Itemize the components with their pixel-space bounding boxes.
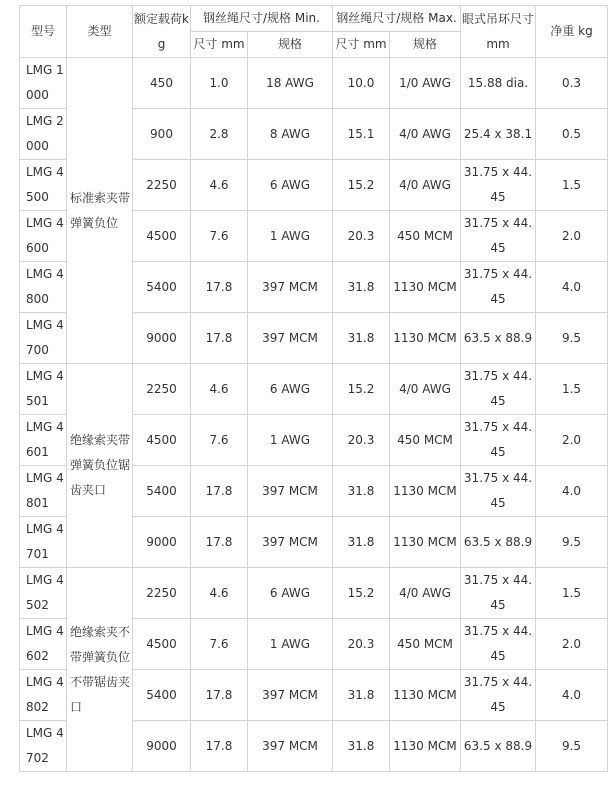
cell-max-size: 15.2	[333, 364, 390, 415]
cell-load: 5400	[133, 262, 191, 313]
cell-model: LMG 4600	[20, 211, 67, 262]
cell-load: 9000	[133, 721, 191, 772]
cell-min-spec: 397 MCM	[248, 466, 333, 517]
cell-weight: 1.5	[536, 364, 608, 415]
cell-min-size: 4.6	[191, 160, 248, 211]
cell-load: 9000	[133, 313, 191, 364]
cell-max-spec: 450 MCM	[390, 619, 461, 670]
cell-max-spec: 1/0 AWG	[390, 58, 461, 109]
cell-model: LMG 4701	[20, 517, 67, 568]
header-min-spec: 规格	[248, 32, 333, 58]
header-load: 额定载荷kg	[133, 6, 191, 58]
cell-min-spec: 6 AWG	[248, 160, 333, 211]
header-max-size: 尺寸 mm	[333, 32, 390, 58]
header-min-size: 尺寸 mm	[191, 32, 248, 58]
cell-weight: 4.0	[536, 466, 608, 517]
cell-model: LMG 4502	[20, 568, 67, 619]
cell-load: 4500	[133, 415, 191, 466]
cell-min-size: 17.8	[191, 721, 248, 772]
cell-max-spec: 4/0 AWG	[390, 364, 461, 415]
cell-max-size: 31.8	[333, 670, 390, 721]
cell-max-size: 20.3	[333, 415, 390, 466]
cell-min-spec: 6 AWG	[248, 364, 333, 415]
cell-max-spec: 1130 MCM	[390, 721, 461, 772]
cell-type: 绝缘索夹不带弹簧负位不带锯齿夹口	[67, 568, 133, 772]
cell-type: 标准索夹带弹簧负位	[67, 58, 133, 364]
cell-max-size: 20.3	[333, 211, 390, 262]
cell-weight: 2.0	[536, 211, 608, 262]
table-header	[20, 6, 608, 58]
cell-model: LMG 1000	[20, 58, 67, 109]
cell-weight: 0.5	[536, 109, 608, 160]
cell-max-size: 31.8	[333, 466, 390, 517]
cell-min-spec: 8 AWG	[248, 109, 333, 160]
cell-model: LMG 4602	[20, 619, 67, 670]
header-max-group: 钢丝绳尺寸/规格 Max.	[333, 6, 461, 32]
cell-max-size: 31.8	[333, 721, 390, 772]
cell-load: 5400	[133, 670, 191, 721]
cell-max-size: 15.1	[333, 109, 390, 160]
cell-eye: 25.4 x 38.1	[461, 109, 536, 160]
cell-min-size: 7.6	[191, 211, 248, 262]
cell-model: LMG 2000	[20, 109, 67, 160]
cell-min-size: 2.8	[191, 109, 248, 160]
header-min-group: 钢丝绳尺寸/规格 Min.	[191, 6, 333, 32]
cell-max-spec: 1130 MCM	[390, 670, 461, 721]
header-weight: 净重 kg	[536, 6, 608, 58]
cell-max-size: 31.8	[333, 313, 390, 364]
cell-max-size: 20.3	[333, 619, 390, 670]
cell-min-spec: 397 MCM	[248, 670, 333, 721]
cell-eye: 31.75 x 44.45	[461, 568, 536, 619]
cell-min-size: 17.8	[191, 313, 248, 364]
cell-model: LMG 4800	[20, 262, 67, 313]
cell-min-size: 17.8	[191, 262, 248, 313]
cell-max-spec: 1130 MCM	[390, 466, 461, 517]
cell-max-size: 31.8	[333, 262, 390, 313]
cell-max-size: 10.0	[333, 58, 390, 109]
cell-weight: 9.5	[536, 517, 608, 568]
cell-eye: 31.75 x 44.45	[461, 415, 536, 466]
cell-min-size: 17.8	[191, 670, 248, 721]
cell-weight: 9.5	[536, 313, 608, 364]
table-body	[20, 58, 608, 772]
cell-weight: 2.0	[536, 619, 608, 670]
cell-eye: 31.75 x 44.45	[461, 262, 536, 313]
cell-eye: 31.75 x 44.45	[461, 619, 536, 670]
cell-max-spec: 1130 MCM	[390, 517, 461, 568]
cell-max-spec: 4/0 AWG	[390, 160, 461, 211]
cell-min-spec: 1 AWG	[248, 211, 333, 262]
cell-min-size: 7.6	[191, 415, 248, 466]
cell-load: 4500	[133, 619, 191, 670]
cell-min-size: 7.6	[191, 619, 248, 670]
cell-min-spec: 397 MCM	[248, 721, 333, 772]
table-row	[20, 58, 608, 109]
cell-load: 900	[133, 109, 191, 160]
cell-eye: 31.75 x 44.45	[461, 364, 536, 415]
cell-max-spec: 1130 MCM	[390, 262, 461, 313]
cell-model: LMG 4501	[20, 364, 67, 415]
cell-max-spec: 4/0 AWG	[390, 568, 461, 619]
cell-load: 5400	[133, 466, 191, 517]
cell-min-spec: 397 MCM	[248, 262, 333, 313]
cell-weight: 0.3	[536, 58, 608, 109]
table-row	[20, 568, 608, 619]
cell-model: LMG 4801	[20, 466, 67, 517]
cell-min-spec: 1 AWG	[248, 619, 333, 670]
cell-min-size: 4.6	[191, 568, 248, 619]
cell-model: LMG 4702	[20, 721, 67, 772]
cell-max-size: 31.8	[333, 517, 390, 568]
cell-min-spec: 397 MCM	[248, 313, 333, 364]
cell-eye: 63.5 x 88.9	[461, 313, 536, 364]
cell-weight: 4.0	[536, 670, 608, 721]
cell-min-spec: 18 AWG	[248, 58, 333, 109]
cell-max-size: 15.2	[333, 160, 390, 211]
cell-min-spec: 6 AWG	[248, 568, 333, 619]
cell-type: 绝缘索夹带弹簧负位锯齿夹口	[67, 364, 133, 568]
cell-load: 2250	[133, 568, 191, 619]
cell-min-spec: 397 MCM	[248, 517, 333, 568]
cell-min-spec: 1 AWG	[248, 415, 333, 466]
cell-weight: 9.5	[536, 721, 608, 772]
cell-max-spec: 450 MCM	[390, 211, 461, 262]
cell-weight: 1.5	[536, 568, 608, 619]
cell-eye: 31.75 x 44.45	[461, 670, 536, 721]
cell-eye: 63.5 x 88.9	[461, 517, 536, 568]
cell-max-size: 15.2	[333, 568, 390, 619]
cell-min-size: 1.0	[191, 58, 248, 109]
cell-model: LMG 4700	[20, 313, 67, 364]
cell-max-spec: 450 MCM	[390, 415, 461, 466]
cell-load: 2250	[133, 364, 191, 415]
header-max-spec: 规格	[390, 32, 461, 58]
cell-eye: 15.88 dia.	[461, 58, 536, 109]
cell-min-size: 4.6	[191, 364, 248, 415]
header-eye: 眼式吊环尺寸 mm	[461, 6, 536, 58]
cell-model: LMG 4802	[20, 670, 67, 721]
cell-max-spec: 1130 MCM	[390, 313, 461, 364]
cell-max-spec: 4/0 AWG	[390, 109, 461, 160]
cell-eye: 31.75 x 44.45	[461, 160, 536, 211]
cell-eye: 31.75 x 44.45	[461, 466, 536, 517]
cell-weight: 2.0	[536, 415, 608, 466]
cell-load: 4500	[133, 211, 191, 262]
cell-load: 2250	[133, 160, 191, 211]
cell-eye: 63.5 x 88.9	[461, 721, 536, 772]
cell-min-size: 17.8	[191, 466, 248, 517]
cell-model: LMG 4500	[20, 160, 67, 211]
cell-weight: 1.5	[536, 160, 608, 211]
header-model: 型号	[20, 6, 67, 58]
header-type: 类型	[67, 6, 133, 58]
table-row	[20, 364, 608, 415]
cell-min-size: 17.8	[191, 517, 248, 568]
cell-model: LMG 4601	[20, 415, 67, 466]
cell-load: 450	[133, 58, 191, 109]
spec-table	[19, 5, 608, 772]
cell-eye: 31.75 x 44.45	[461, 211, 536, 262]
cell-weight: 4.0	[536, 262, 608, 313]
cell-load: 9000	[133, 517, 191, 568]
